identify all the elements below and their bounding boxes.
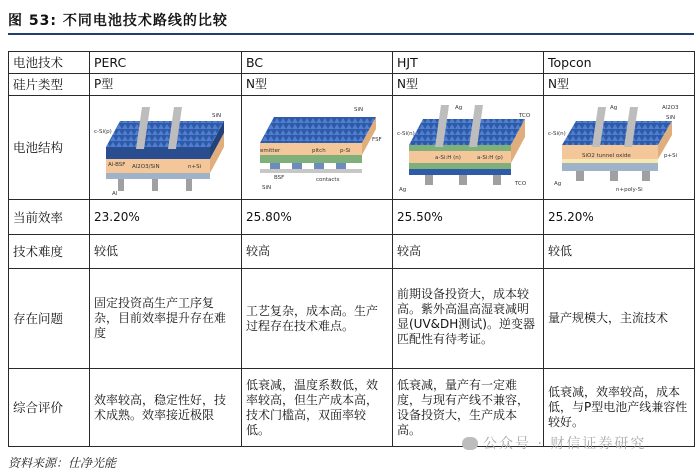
table-header-row <box>9 52 695 74</box>
row-label: 电池结构 <box>9 96 90 200</box>
table-row <box>9 74 695 96</box>
table-cell: 较低 <box>90 235 242 269</box>
topcon-label: c-Si(n) <box>548 130 566 137</box>
bc-label: p-Si <box>340 147 351 154</box>
header-topcon: Topcon <box>544 52 695 74</box>
header-hjt: HJT <box>393 52 544 74</box>
table-cell: 23.20% <box>90 200 242 235</box>
hjt-label: c-Si(n) <box>397 130 415 137</box>
hjt-label: Ag <box>455 104 463 111</box>
perc-label: Al-BSF <box>108 161 126 168</box>
table-cell: N型 <box>393 74 544 96</box>
row-label: 存在问题 <box>9 269 90 369</box>
row-label: 综合评价 <box>9 369 90 447</box>
table-cell: 25.20% <box>544 200 695 235</box>
bc-label: SiN <box>262 184 272 191</box>
perc-label: Al2O3/SiN <box>132 163 160 170</box>
topcon-label: SiN <box>666 114 676 121</box>
table-cell: 较高 <box>242 235 393 269</box>
topcon-label: Al2O3 <box>662 104 679 111</box>
row-label: 技术难度 <box>9 235 90 269</box>
perc-label: SiN <box>212 112 222 119</box>
table-row <box>9 96 695 200</box>
table-cell: 效率较高，稳定性好，技术成熟。效率接近极限 <box>90 369 242 447</box>
perc-structure-diagram <box>90 96 242 200</box>
row-label: 当前效率 <box>9 200 90 235</box>
table-cell: 低衰减，温度系数低，效率较高，但生产成本高，技术门槛高，双面率较低。 <box>242 369 393 447</box>
table-cell: 工艺复杂，成本高。生产过程存在技术难点。 <box>242 269 393 369</box>
topcon-label: Ag <box>610 104 618 111</box>
watermark <box>462 433 646 453</box>
hjt-label: a-Si:H (n) <box>435 154 461 161</box>
hjt-label: a-Si:H (p) <box>477 154 503 161</box>
title-rule <box>8 33 694 35</box>
bc-label: contacts <box>316 176 340 183</box>
bc-label: pitch <box>312 147 326 154</box>
table-row <box>9 269 695 369</box>
table-cell: N型 <box>242 74 393 96</box>
bc-label: BSF <box>274 174 285 181</box>
table-cell: 固定投资高生产工序复杂，目前效率提升存在难度 <box>90 269 242 369</box>
hjt-structure-diagram <box>393 96 544 200</box>
perc-label: c-Si(p) <box>94 128 112 135</box>
table-cell: 低衰减，效率较高，成本低，与P型电池产线兼容性较好。 <box>544 369 695 447</box>
bc-label: SiN <box>354 106 364 113</box>
topcon-label: SiO2 tunnel oxide <box>582 152 631 159</box>
table-cell: 25.50% <box>393 200 544 235</box>
bc-label: FSF <box>372 136 382 143</box>
figure-title: 图 53: 不同电池技术路线的比较 <box>8 13 228 29</box>
table-cell: P型 <box>90 74 242 96</box>
header-bc: BC <box>242 52 393 74</box>
header-label: 电池技术 <box>9 52 90 74</box>
topcon-label: p+Si <box>664 152 678 159</box>
perc-label: n+Si <box>188 163 202 170</box>
table-cell: 25.80% <box>242 200 393 235</box>
topcon-label: Ag <box>554 180 562 187</box>
comparison-table <box>8 51 695 447</box>
topcon-structure-diagram <box>544 96 695 200</box>
table-row <box>9 200 695 235</box>
hjt-label: TCO <box>519 112 531 119</box>
table-cell: 低衰减，量产有一定难度，与现有产线不兼容，设备投资大，生产成本高。 <box>393 369 544 447</box>
bc-structure-diagram <box>242 96 393 200</box>
watermark-text: 公众号 · 财信证券研究 <box>483 436 647 452</box>
table-cell: N型 <box>544 74 695 96</box>
hjt-label: TCO <box>515 180 527 187</box>
table-cell: 前期设备投资大，成本较高。紫外高温高湿衰减明显(UV&DH测试)。逆变器匹配性有待考证。 <box>393 269 544 369</box>
hjt-label: Ag <box>399 186 407 193</box>
source-footer: 资料来源：仕净光能 <box>8 456 117 470</box>
table-cell: 较高 <box>393 235 544 269</box>
perc-label: Al <box>112 190 118 197</box>
wechat-icon <box>462 437 478 450</box>
row-label: 硅片类型 <box>9 74 90 96</box>
table-cell: 较低 <box>544 235 695 269</box>
bc-label: emitter <box>260 147 281 154</box>
table-row <box>9 235 695 269</box>
table-cell: 量产规模大，主流技术 <box>544 269 695 369</box>
topcon-label: n+poly-Si <box>616 186 643 193</box>
header-perc: PERC <box>90 52 242 74</box>
